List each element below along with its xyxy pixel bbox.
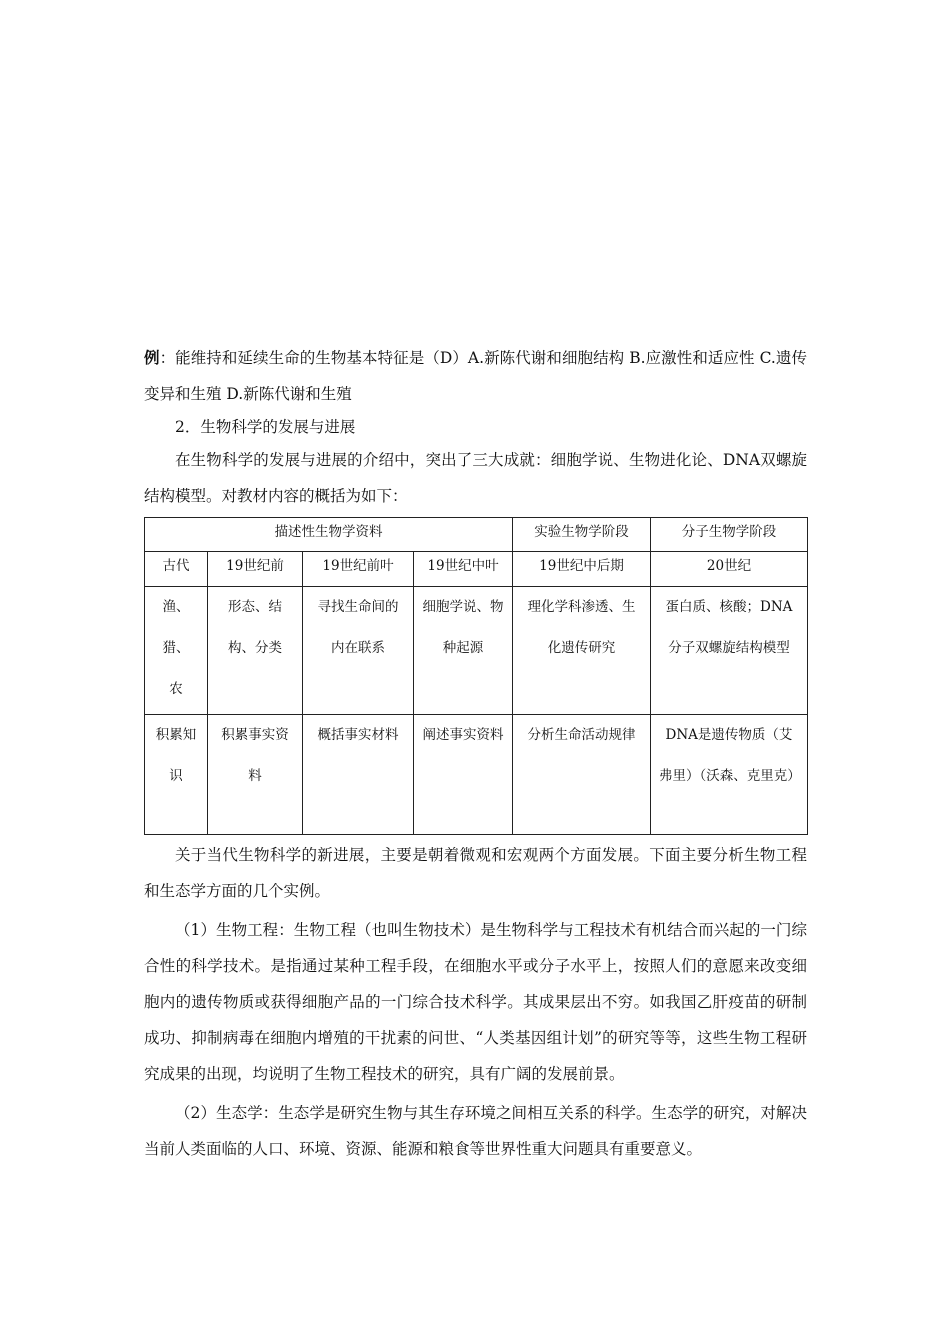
table-header-row xyxy=(145,518,808,552)
table-cell: 寻找生命间的内在联系 xyxy=(303,587,414,715)
table-cell: 积累事实资料 xyxy=(208,715,303,835)
table-row-periods xyxy=(145,552,808,587)
section-heading: 2．生物科学的发展与进展 xyxy=(175,418,356,436)
table-cell: 19世纪前 xyxy=(208,552,303,587)
table-cell: 形态、结构、分类 xyxy=(208,587,303,715)
table-cell: 理化学科渗透、生化遗传研究 xyxy=(513,587,651,715)
example-text: ：能维持和延续生命的生物基本特征是（D）A.新陈代谢和细胞结构 B.应激性和适应性 C.遗传变异和生殖 D.新陈代谢和生殖 xyxy=(144,349,807,403)
table-cell: 蛋白质、核酸；DNA分子双螺旋结构模型 xyxy=(651,587,808,715)
table-cell: 古代 xyxy=(145,552,208,587)
table-cell: 分析生命活动规律 xyxy=(513,715,651,835)
progress-paragraph: 关于当代生物科学的新进展，主要是朝着微观和宏观两个方面发展。下面主要分析生物工程和生态学方面的几个实例。 xyxy=(144,846,807,900)
table-cell: 渔、猎、农 xyxy=(145,587,208,715)
table-cell: 19世纪中后期 xyxy=(513,552,651,587)
table-row-methods xyxy=(145,715,808,835)
table-cell: 19世纪中叶 xyxy=(414,552,513,587)
header-molecular: 分子生物学阶段 xyxy=(651,518,808,552)
biology-history-table xyxy=(144,517,808,835)
document-body xyxy=(144,340,807,1167)
table-cell: 19世纪前叶 xyxy=(303,552,414,587)
table-cell: 积累知识 xyxy=(145,715,208,835)
bioengineering-paragraph: （1）生物工程：生物工程（也叫生物技术）是生物科学与工程技术有机结合而兴起的一门综合性的科学技术。是指通过某种工程手段，在细胞水平或分子水平上，按照人们的意愿来改变细胞内的遗传物质或获得细胞产品的一门综合技术科学。其成果层出不穷。如我国乙肝疫苗的研制成功、抑制病毒在细胞内增殖的干扰素的问世、“人类基因组计划”的研究等等，这些生物工程研究成果的出现，均说明了生物工程技术的研究，具有广阔的发展前景。 xyxy=(144,921,807,1083)
table-cell: DNA是遗传物质（艾弗里）（沃森、克里克） xyxy=(651,715,808,835)
example-label: 例 xyxy=(144,348,160,367)
table-cell: 阐述事实资料 xyxy=(414,715,513,835)
header-descriptive: 描述性生物学资料 xyxy=(145,518,513,552)
table-cell: 20世纪 xyxy=(651,552,808,587)
intro-paragraph: 在生物科学的发展与进展的介绍中，突出了三大成就：细胞学说、生物进化论、DNA双螺旋结构模型。对教材内容的概括为如下： xyxy=(144,451,807,505)
header-experimental: 实验生物学阶段 xyxy=(513,518,651,552)
example-paragraph xyxy=(144,340,807,412)
table-row-content xyxy=(145,587,808,715)
table-cell: 细胞学说、物种起源 xyxy=(414,587,513,715)
table-cell: 概括事实材料 xyxy=(303,715,414,835)
ecology-paragraph: （2）生态学：生态学是研究生物与其生存环境之间相互关系的科学。生态学的研究，对解决当前人类面临的人口、环境、资源、能源和粮食等世界性重大问题具有重要意义。 xyxy=(144,1104,807,1158)
